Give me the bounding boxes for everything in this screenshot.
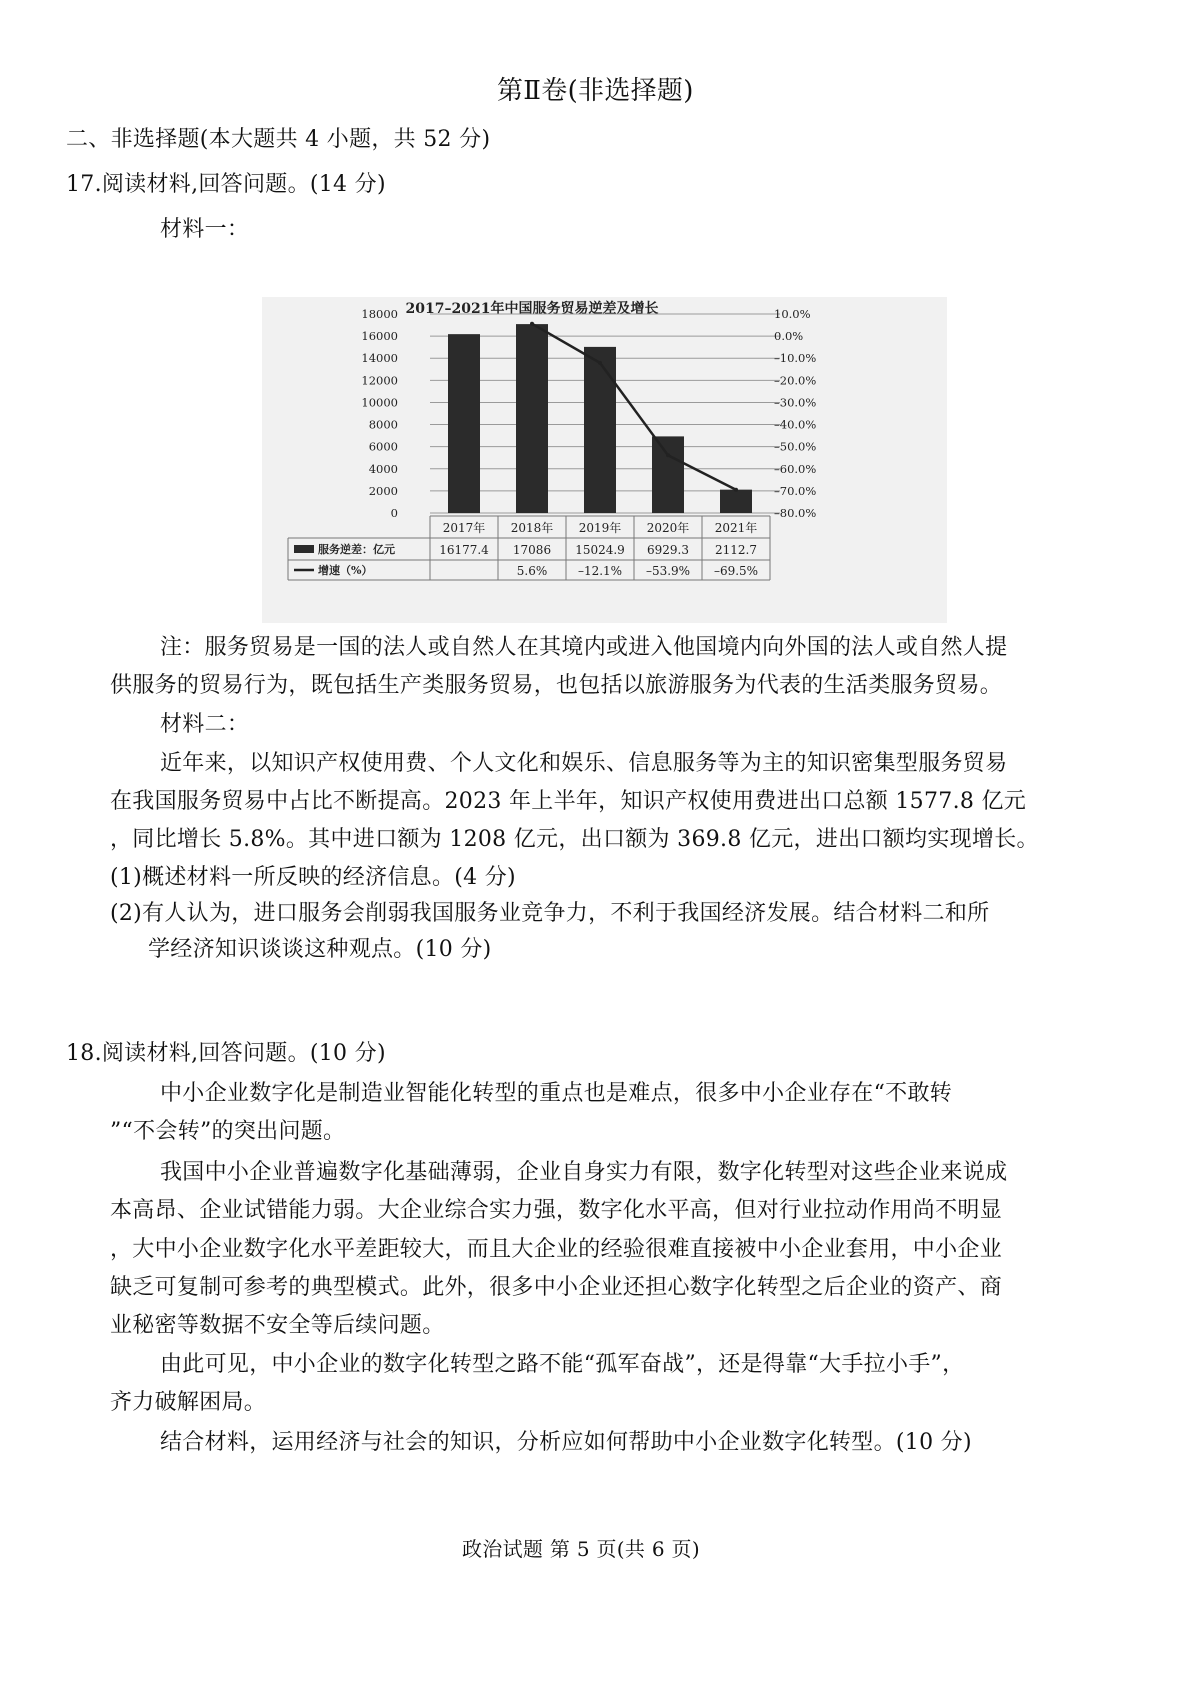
y-right-tick-label: –10.0% bbox=[774, 351, 817, 366]
x-category-label: 2019年 bbox=[578, 521, 622, 535]
bar-value-label: 6929.3 bbox=[647, 543, 689, 557]
y-right-tick-label: –40.0% bbox=[774, 417, 817, 432]
section-heading: 二、非选择题(本大题共 4 小题，共 52 分) bbox=[66, 127, 491, 152]
q17-stem: 17.阅读材料,回答问题。(14 分) bbox=[66, 172, 386, 197]
bar-2021年 bbox=[720, 490, 752, 513]
growth-rate-point-2018年 bbox=[530, 322, 534, 326]
y-left-tick-label: 6000 bbox=[368, 439, 398, 454]
y-left-tick-label: 4000 bbox=[368, 461, 398, 476]
y-right-tick-label: –60.0% bbox=[774, 461, 817, 476]
q18-line-9: 齐力破解困局。 bbox=[110, 1390, 267, 1415]
bar-value-label: 17086 bbox=[512, 543, 552, 557]
material1-label: 材料一： bbox=[160, 217, 250, 242]
legend-bar-label: 服务逆差：亿元 bbox=[318, 543, 395, 556]
q18-line-6: 缺乏可复制可参考的典型模式。此外，很多中小企业还担心数字化转型之后企业的资产、商 bbox=[110, 1275, 1003, 1300]
y-left-tick-label: 16000 bbox=[361, 329, 398, 344]
bar-value-label: 16177.4 bbox=[439, 543, 489, 557]
q18-line-5: ，大中小企业数字化水平差距较大，而且大企业的经验很难直接被中小企业套用，中小企业 bbox=[110, 1237, 1003, 1262]
bar-2017年 bbox=[448, 334, 480, 513]
bar-value-label: 15024.9 bbox=[575, 543, 625, 557]
q18-line-7: 业秘密等数据不安全等后续问题。 bbox=[110, 1313, 445, 1338]
x-category-label: 2020年 bbox=[646, 521, 690, 535]
sub-question-2-line-2: 学经济知识谈谈这种观点。(10 分) bbox=[148, 937, 492, 962]
growth-value-label: –53.9% bbox=[645, 564, 691, 578]
x-category-label: 2017年 bbox=[442, 521, 486, 535]
material2-label: 材料二： bbox=[160, 712, 250, 737]
bar-value-label: 2112.7 bbox=[715, 543, 757, 557]
y-right-tick-label: 10.0% bbox=[774, 307, 811, 321]
chart-canvas bbox=[262, 297, 947, 623]
legend-line-label: 增速（%） bbox=[318, 564, 373, 577]
note-line-2: 供服务的贸易行为，既包括生产类服务贸易，也包括以旅游服务为代表的生活类服务贸易。 bbox=[110, 673, 1003, 698]
growth-value-label: –12.1% bbox=[577, 564, 623, 578]
q18-line-4: 本高昂、企业试错能力弱。大企业综合实力强，数字化水平高，但对行业拉动作用尚不明显 bbox=[110, 1198, 1003, 1223]
material2-line-2: 在我国服务贸易中占比不断提高。2023 年上半年，知识产权使用费进出口总额 1577.8 亿元 bbox=[110, 789, 1027, 814]
y-right-tick-label: –70.0% bbox=[774, 483, 817, 498]
bar-2020年 bbox=[652, 436, 684, 513]
y-left-tick-label: 12000 bbox=[361, 373, 398, 388]
y-left-tick-label: 2000 bbox=[368, 483, 398, 498]
q18-line-1: 中小企业数字化是制造业智能化转型的重点也是难点，很多中小企业存在“不敢转 bbox=[160, 1081, 953, 1106]
x-category-label: 2018年 bbox=[510, 521, 554, 535]
material2-line-1: 近年来，以知识产权使用费、个人文化和娱乐、信息服务等为主的知识密集型服务贸易 bbox=[160, 751, 1008, 776]
y-left-tick-label: 14000 bbox=[361, 351, 398, 366]
y-right-tick-label: 0.0% bbox=[774, 329, 804, 344]
y-right-tick-label: –80.0% bbox=[774, 506, 817, 520]
q18-line-2: ”“不会转”的突出问题。 bbox=[110, 1119, 346, 1144]
note-line-1: 注：服务贸易是一国的法人或自然人在其境内或进入他国境内向外国的法人或自然人提 bbox=[160, 635, 1008, 660]
growth-rate-point-2020年 bbox=[666, 453, 670, 457]
q18-line-10: 结合材料，运用经济与社会的知识，分析应如何帮助中小企业数字化转型。(10 分) bbox=[160, 1430, 972, 1455]
y-right-tick-label: –20.0% bbox=[774, 373, 817, 388]
q18-line-3: 我国中小企业普遍数字化基础薄弱，企业自身实力有限，数字化转型对这些企业来说成 bbox=[160, 1160, 1008, 1185]
growth-rate-line bbox=[532, 324, 736, 490]
growth-rate-point-2019年 bbox=[598, 361, 602, 365]
growth-rate-point-2021年 bbox=[734, 488, 738, 492]
y-right-tick-label: –30.0% bbox=[774, 395, 817, 410]
y-left-tick-label: 0 bbox=[390, 506, 398, 520]
sub-question-1: (1)概述材料一所反映的经济信息。(4 分) bbox=[110, 865, 516, 890]
material2-line-3: ，同比增长 5.8%。其中进口额为 1208 亿元，出口额为 369.8 亿元，进出口额均实现增长。 bbox=[110, 827, 1039, 852]
x-category-label: 2021年 bbox=[714, 521, 758, 535]
chart-title: 2017–2021年中国服务贸易逆差及增长 bbox=[405, 301, 659, 317]
bar-2018年 bbox=[516, 324, 548, 513]
growth-value-label: –69.5% bbox=[713, 564, 759, 578]
legend-bar-swatch bbox=[294, 545, 314, 553]
q18-line-8: 由此可见，中小企业的数字化转型之路不能“孤军奋战”，还是得靠“大手拉小手”， bbox=[160, 1352, 965, 1377]
q18-stem: 18.阅读材料,回答问题。(10 分) bbox=[66, 1041, 386, 1066]
page-footer: 政治试题 第 5 页(共 6 页) bbox=[462, 1537, 700, 1561]
y-left-tick-label: 18000 bbox=[361, 307, 398, 321]
growth-value-label: 5.6% bbox=[516, 564, 548, 578]
y-left-tick-label: 8000 bbox=[368, 417, 398, 432]
y-right-tick-label: –50.0% bbox=[774, 439, 817, 454]
y-left-tick-label: 10000 bbox=[361, 395, 398, 410]
service-trade-chart bbox=[262, 297, 947, 623]
volume-title: 第Ⅱ卷(非选择题) bbox=[497, 76, 694, 106]
bar-2019年 bbox=[584, 347, 616, 513]
sub-question-2-line-1: (2)有人认为，进口服务会削弱我国服务业竞争力，不利于我国经济发展。结合材料二和所 bbox=[110, 901, 990, 926]
